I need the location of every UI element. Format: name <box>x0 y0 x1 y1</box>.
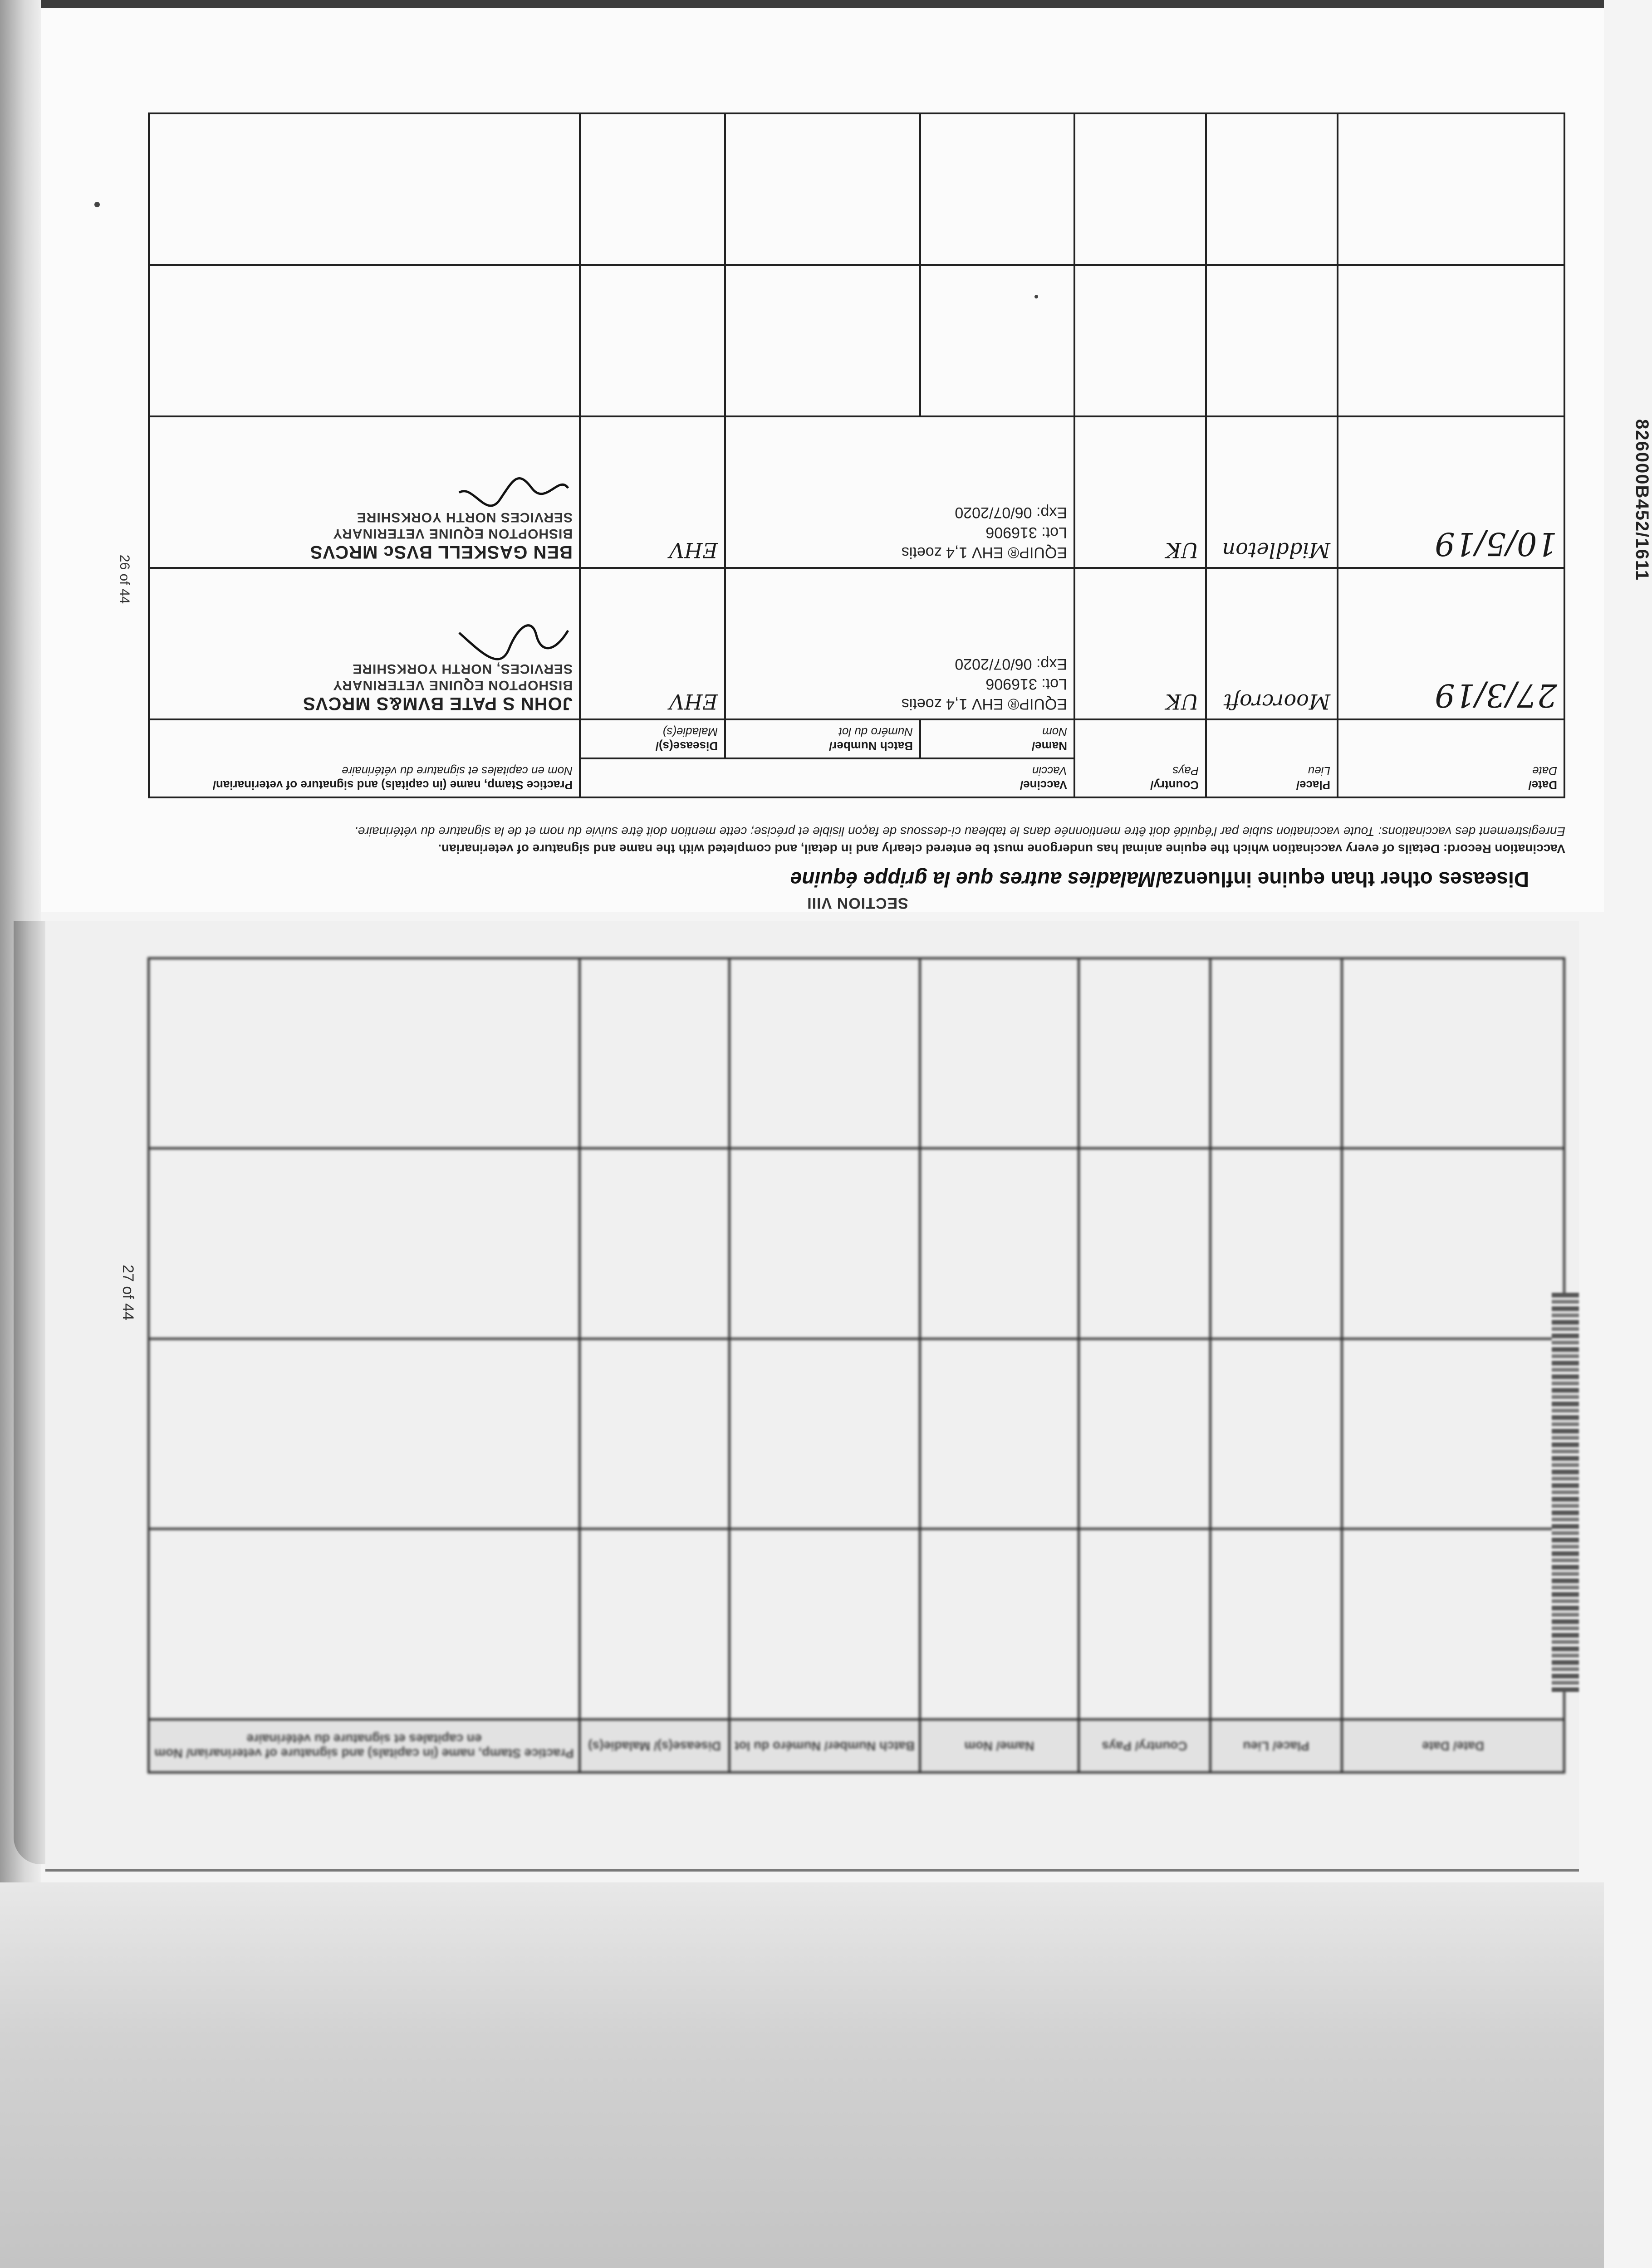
vet-stamp-name: JOHN S PATE BVM&S MRCVS <box>303 694 573 714</box>
signature-icon <box>455 621 573 658</box>
title-en: Diseases other than equine influenza/ <box>1155 868 1529 891</box>
cell-place: Middleton <box>1206 416 1338 568</box>
cell-country: UK <box>1074 416 1206 568</box>
table-row <box>149 1339 1564 1530</box>
cell-date: 27/3/19 <box>1338 568 1564 719</box>
side-code: 826000B452/1611 <box>1632 419 1652 581</box>
cell-vaccine-label <box>725 568 1074 719</box>
cell-stamp <box>149 568 580 719</box>
table-row <box>149 568 1564 719</box>
vaccine-exp: Exp: 06/07/2020 <box>955 504 1067 521</box>
header-batch: Batch Number/ Numéro du lot <box>725 719 920 758</box>
scanner-bottom-area <box>0 1882 1604 2268</box>
vaccine-name: EQUIP® EHV 1,4 zoetis <box>901 544 1067 561</box>
vaccination-record-section <box>150 82 1565 912</box>
table-row <box>149 113 1564 265</box>
cell-country: UK <box>1074 568 1206 719</box>
header-country: Country/ Pays <box>1074 719 1206 797</box>
header-vaccine: Vaccine/ Vaccin <box>580 758 1074 797</box>
lower-header-row <box>149 1720 1564 1773</box>
header-stamp: Practice Stamp, name (in capitals) and signature of veterinarian/ Nom en capitales et signature du vétérinaire <box>149 719 580 797</box>
header-place: Place/ Lieu <box>1206 719 1338 797</box>
section-label: SECTION VIII <box>807 894 908 912</box>
page-number-26: 26 of 44 <box>117 554 132 604</box>
cell-stamp <box>149 416 580 568</box>
header-diseases: Disease(s)/ Maladie(s) <box>580 719 725 758</box>
table-row <box>149 1149 1564 1339</box>
scan-speck <box>1034 295 1038 298</box>
scan-speck <box>94 202 100 207</box>
table-row <box>149 1529 1564 1720</box>
cell-place: Moorcroft <box>1206 568 1338 719</box>
binder-strip <box>14 921 45 1864</box>
cell-disease: EHV <box>580 568 725 719</box>
vaccine-lot: Lot: 316906 <box>985 675 1067 693</box>
cell-disease: EHV <box>580 416 725 568</box>
table-row <box>149 416 1564 568</box>
section-title <box>790 867 1529 892</box>
cell-vaccine-label <box>725 416 1074 568</box>
vaccine-lot: Lot: 316906 <box>985 524 1067 541</box>
header-date: Date/ Date <box>1338 719 1564 797</box>
intro-fr: Enregistrement des vaccinations: Toute vaccination subie par l'équidé doit être mentionnée dans le tableau ci-dessous de façon lisible et précise; cette mention doit être suivie du nom et de la signature du vétérinaire. <box>354 825 1565 839</box>
title-fr: Maladies autres que la grippe équine <box>790 868 1156 891</box>
vet-stamp-name: BEN GASKELL BVSc MRCVS <box>309 542 573 562</box>
lower-header-country: Country/ Pays <box>1079 1720 1211 1773</box>
blurred-vaccination-table <box>150 957 1565 1774</box>
table-row <box>149 958 1564 1149</box>
vet-stamp: BEN GASKELL BVSc MRCVS BISHOPTON EQUINE VETERINARY SERVICES NORTH YORKSHIRE <box>156 470 573 562</box>
lower-header-stamp: Practice Stamp, name (in capitals) and signature of veterinarian/ Nom en capitales et signature du vétérinaire <box>149 1720 580 1773</box>
vaccine-exp: Exp: 06/07/2020 <box>955 655 1067 673</box>
lower-header-date: Date/ Date <box>1342 1720 1564 1773</box>
lower-header-diseases: Disease(s)/ Maladie(s) <box>580 1720 730 1773</box>
lower-header-name: Name/ Nom <box>920 1720 1079 1773</box>
table-header-row <box>149 758 1564 797</box>
vet-stamp: JOHN S PATE BVM&S MRCVS BISHOPTON EQUINE VETERINARY SERVICES, NORTH YORKSHIRE <box>156 621 573 714</box>
cell-date: 10/5/19 <box>1338 416 1564 568</box>
lower-header-batch: Batch Number/ Numéro du lot <box>730 1720 920 1773</box>
intro-text <box>150 823 1565 857</box>
page-number-27: 27 of 44 <box>119 1265 137 1320</box>
scan-top-edge <box>0 0 1604 8</box>
table-row <box>149 265 1564 416</box>
lower-table <box>147 957 1565 1774</box>
signature-icon <box>455 470 573 506</box>
vaccine-name: EQUIP® EHV 1,4 zoetis <box>901 695 1067 713</box>
header-name: Name/ Nom <box>920 719 1074 758</box>
lower-header-place: Place/ Lieu <box>1211 1720 1342 1773</box>
vaccination-table <box>148 112 1565 798</box>
barcode <box>1552 1293 1579 1692</box>
intro-en: Vaccination Record: Details of every vaccination which the equine animal has undergone must be entered clearly and in detail, and completed with the name and signature of veterinarian. <box>438 842 1565 856</box>
